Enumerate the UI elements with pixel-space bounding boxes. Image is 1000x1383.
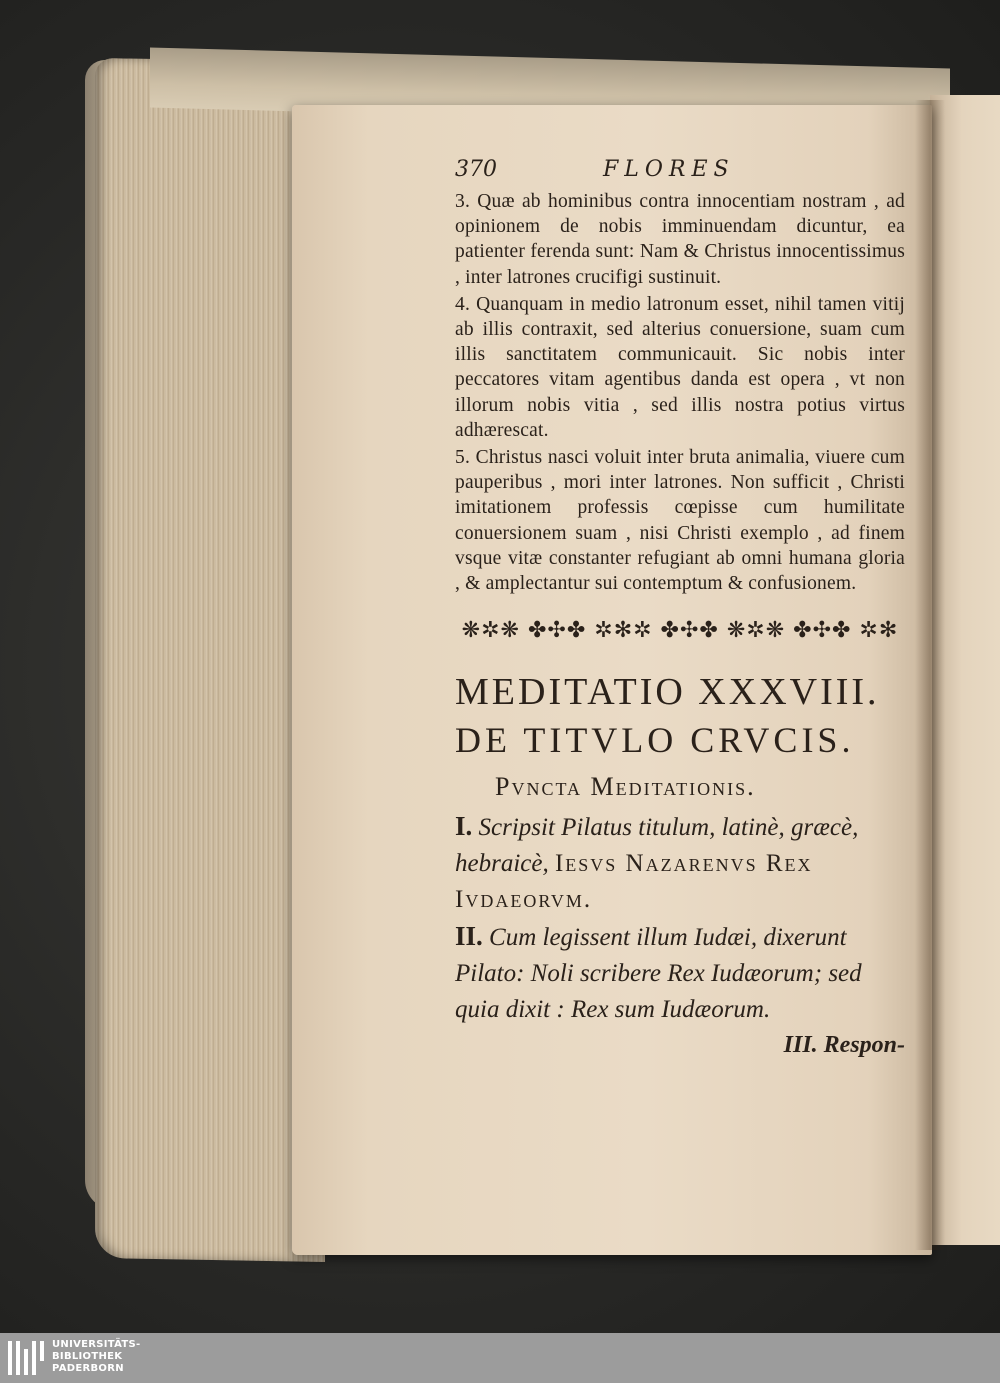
paragraph-5: 5. Christus nasci voluit inter bruta animalia, viuere cum pauperibus , mori inter latrones. Non sufficit , Christi imitationem professis cœpisse cum humilitate conuersionem suam , nisi Christi exemplo , ad finem vsque vitæ constanter refugiant ab omni humana gloria , & amplectantur sui contemptum & confusionem. — [455, 447, 905, 595]
page-text — [455, 155, 905, 1059]
library-name-line: UNIVERSITÄTS- — [52, 1339, 141, 1350]
library-logo-icon — [8, 1341, 44, 1375]
paragraph-4: 4. Quanquam in medio latronum esset, nihil tamen vitij ab illis contraxit, sed alterius conuersione, suam cum illis sanctitatem communicauit. Sic nobis inter peccatores vitam agentibus danda est opera , vt non illorum nobis vitia , sed illis nostra potius virtus adhærescat. — [455, 293, 905, 441]
point-1-text: Scripsit Pilatus titulum, latinè, græcè, hebraicè, — [455, 814, 859, 878]
library-name-line: PADERBORN — [52, 1363, 124, 1374]
point-2 — [455, 918, 905, 1028]
point-2-number: II. — [455, 921, 483, 952]
ornament-divider: ❋✲❋ ✤✣✤ ✲✻✲ ✤✣✤ ❋✲❋ ✤✣✤ ✲✻ — [461, 618, 899, 644]
page-edges — [95, 58, 325, 1262]
paragraph-3: 3. Quæ ab hominibus contra innocentiam nostram , ad opinionem de nobis imminuendam dicuntur, ea patienter ferenda sunt: Nam & Christus innocentissimus , inter latrones crucifigi sustinuit. — [455, 191, 905, 288]
running-head — [455, 155, 905, 189]
point-1-inscription: Iesvs Nazarenvs Rex Ivdaeorvm. — [455, 850, 813, 914]
point-1-number: I. — [455, 811, 473, 842]
meditation-subtitle: DE TITVLO CRVCIS. — [455, 720, 855, 761]
catchword: III. Respon- — [783, 1032, 905, 1059]
library-name — [52, 1339, 141, 1375]
library-footer — [0, 1333, 1000, 1383]
library-name-line: BIBLIOTHEK — [52, 1351, 123, 1362]
meditation-title: MEDITATIO XXXVIII. — [455, 671, 880, 714]
point-1 — [455, 808, 905, 918]
page-number: 370 — [455, 157, 497, 182]
running-title: FLORES — [603, 157, 735, 182]
points-heading: Pvncta Meditationis. — [495, 772, 756, 802]
book-gutter — [915, 100, 945, 1250]
point-2-text: Cum legissent illum Iudæi, dixerunt Pilato: Noli scribere Rex Iudæorum; sed quia dixit : Rex sum Iudæorum. — [455, 924, 862, 1024]
